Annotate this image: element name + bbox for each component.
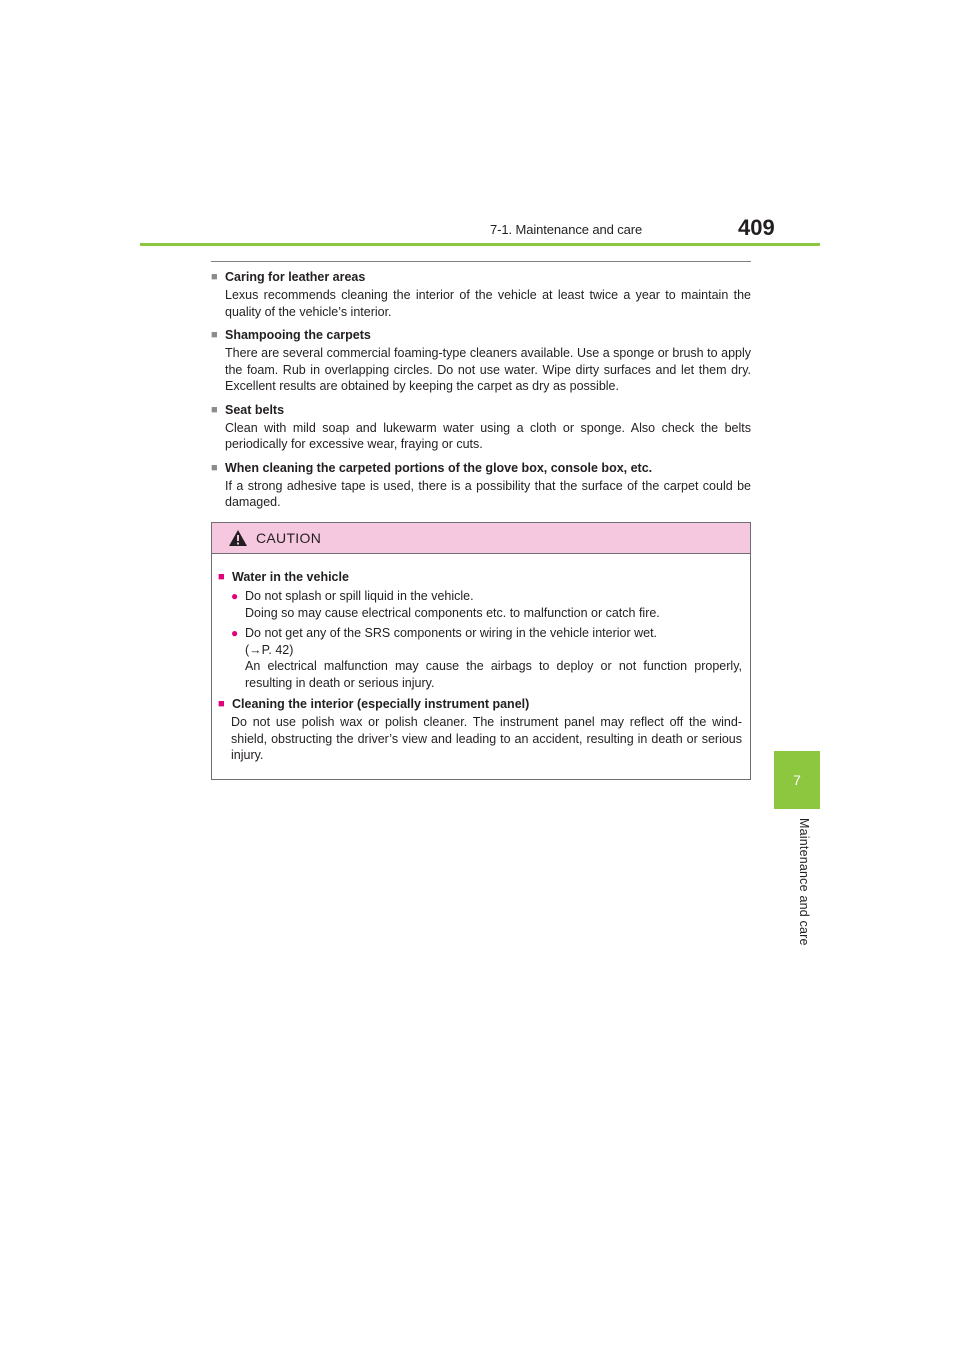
chapter-label: Maintenance and care [797,818,811,946]
caution-box [211,522,751,780]
section-leather [211,268,751,320]
section-title: When cleaning the carpeted portions of the glove box, console box, etc. [225,460,653,475]
round-bullet-icon: ● [231,589,239,603]
header-rule [140,243,820,246]
bullet-line: An electrical malfunction may cause the airbags to deploy or not function properly, resulting in death or serious injury. [245,659,742,690]
running-header: 7-1. Maintenance and care [490,222,643,237]
section-title: Seat belts [225,402,285,417]
caution-section-body: Do not use polish wax or polish cleaner. The instrument panel may reflect off the wind-shield, obstructing the driver’s view and leading to an accident, resulting in death or serious injury. [231,715,742,762]
warning-triangle-icon [228,529,248,547]
page-reference: (→P. 42) [245,642,294,657]
square-bullet-icon: ■ [218,571,225,583]
section-body: Clean with mild soap and lukewarm water using a cloth or sponge. Also check the belts periodically for excessive wear, fraying or cuts. [225,420,751,451]
square-bullet-icon: ■ [211,461,218,474]
square-bullet-icon: ■ [211,329,218,341]
page-number: 409 [738,215,775,240]
chapter-tab [774,751,820,809]
section-body: There are several commercial foaming-type cleaners available. Use a sponge or brush to apply the foam. Rub in overlapping circles. Do not use water. Wipe dirty surfaces and let them dry. Excellent results are obtained by keeping the carpet as dry as possible. [225,346,751,393]
main-content [211,268,751,517]
bullet-line: Doing so may cause electrical components etc. to malfunction or catch fire. [245,605,660,620]
square-bullet-icon: ■ [211,403,218,416]
caution-section-title: Water in the vehicle [232,570,349,584]
caution-section-water [218,568,742,691]
content-rule [211,261,751,262]
section-title: Shampooing the carpets [225,328,371,342]
section-glove-box [211,459,751,511]
caution-body [212,554,750,764]
bullet-line: Do not splash or spill liquid in the vehicle. [245,589,474,603]
caution-bullet [231,588,742,621]
square-bullet-icon: ■ [218,698,225,710]
bullet-line: Do not get any of the SRS components or wiring in the vehicle interior wet. [245,626,658,640]
caution-bullet [231,625,742,691]
round-bullet-icon: ● [231,626,239,640]
section-body: If a strong adhesive tape is used, there is a possibility that the surface of the carpet could be damaged. [225,478,751,509]
caution-header [212,523,750,554]
caution-section-title: Cleaning the interior (especially instrument panel) [232,697,530,711]
caution-section-interior [218,695,742,764]
section-title: Caring for leather areas [225,270,366,284]
square-bullet-icon: ■ [211,271,218,283]
section-carpets [211,326,751,395]
caution-title: CAUTION [256,530,322,546]
chapter-number: 7 [793,772,801,788]
section-body: Lexus recommends cleaning the interior of the vehicle at least twice a year to maintain the quality of the vehicle’s interior. [225,288,751,319]
section-seat-belts [211,401,751,453]
